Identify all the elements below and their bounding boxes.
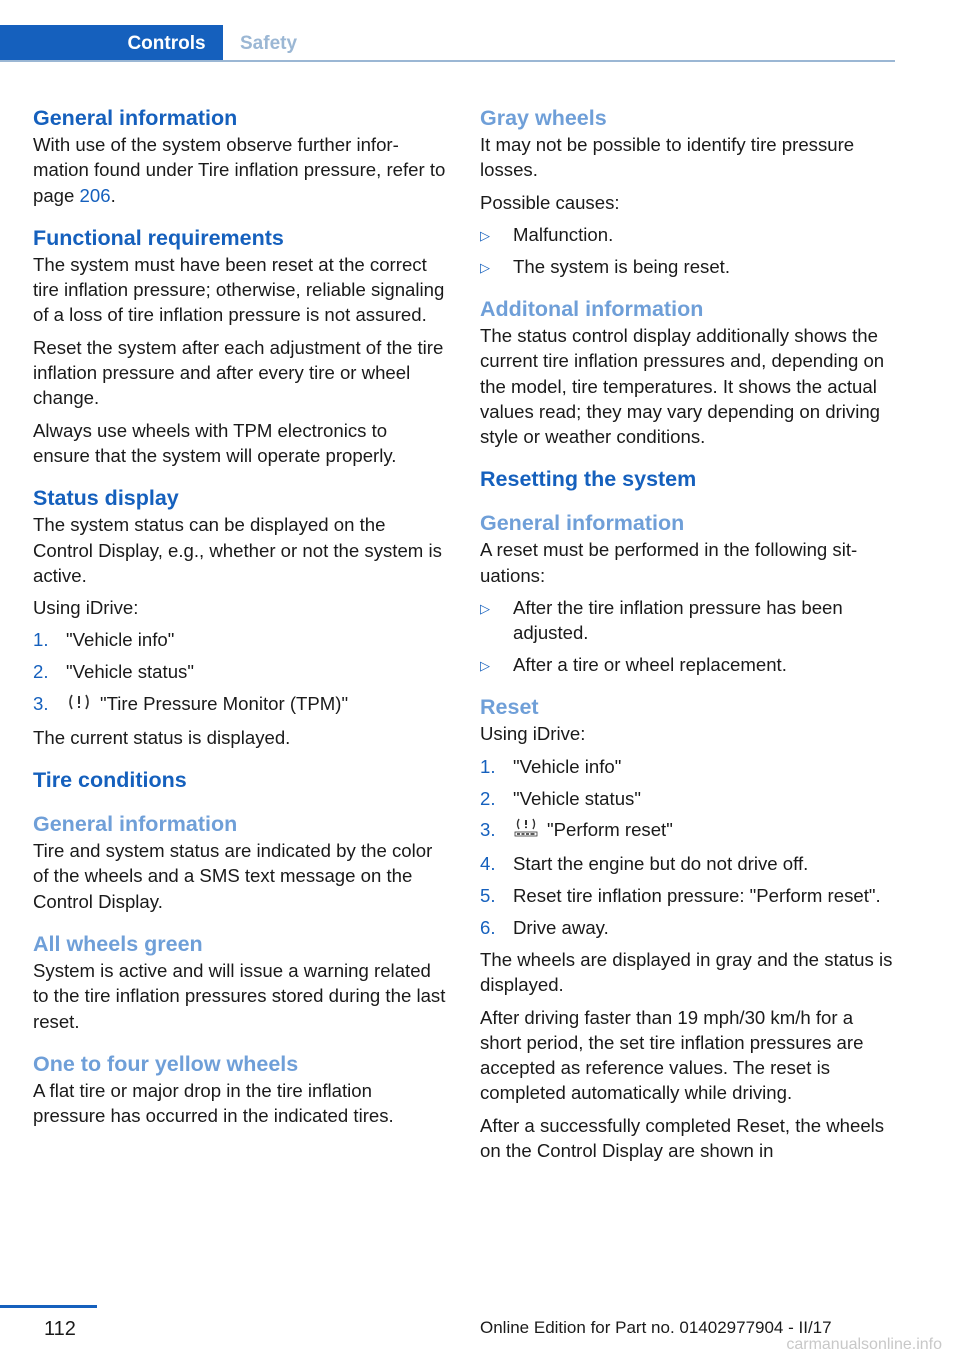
text: . xyxy=(110,184,116,206)
step-number: 2. xyxy=(33,661,49,683)
triangle-right-icon: ▷ xyxy=(480,601,490,617)
step-text: "Perform reset" xyxy=(547,819,673,841)
item-text: Malfunction. xyxy=(513,223,614,245)
step-text: "Vehicle status" xyxy=(66,661,194,683)
list-item xyxy=(480,595,895,646)
paragraph: The current status is displayed. xyxy=(33,726,291,748)
idrive-steps-status xyxy=(33,627,448,717)
list-item xyxy=(480,915,895,940)
heading-functional-requirements: Functional requirements xyxy=(33,225,284,250)
paragraph: The status control display additionally shows the current tire inflation pressures and, depending on the model, tire temperatures. It shows the actual values read; they may vary depending on driving style or weather conditions. xyxy=(480,324,885,448)
tire-pressure-reset-icon xyxy=(513,818,539,844)
list-item xyxy=(480,222,895,247)
heading-general-information: General information xyxy=(33,106,238,130)
step-text: Reset tire inflation pressure: "Perform reset". xyxy=(513,884,881,906)
paragraph: A reset must be performed in the following situations: xyxy=(480,539,858,586)
list-item xyxy=(480,652,895,677)
step-number: 4. xyxy=(480,853,496,875)
step-number: 3. xyxy=(33,693,49,715)
step-number: 3. xyxy=(480,819,496,841)
subheading-all-wheels-green: All wheels green xyxy=(33,931,203,956)
heading-status-display: Status display xyxy=(33,486,179,511)
paragraph: The system status can be displayed on the Control Display, e.g., whether or not the system is active. xyxy=(33,514,442,586)
step-text: Start the engine but do not drive off. xyxy=(513,853,809,875)
footer-rule xyxy=(0,1305,97,1308)
triangle-right-icon: ▷ xyxy=(480,259,490,275)
step-number: 6. xyxy=(480,916,496,938)
step-text: Drive away. xyxy=(513,916,609,938)
triangle-right-icon: ▷ xyxy=(480,658,490,674)
triangle-right-icon: ▷ xyxy=(480,227,490,243)
header-rule xyxy=(0,60,895,62)
paragraph xyxy=(33,132,448,208)
step-number: 1. xyxy=(33,629,49,651)
possible-causes-list xyxy=(480,222,895,279)
watermark: carmanualsonline.info xyxy=(786,1336,942,1353)
paragraph: Always use wheels with TPM electronics to ensure that the system will operate properly. xyxy=(33,419,397,466)
item-text: The system is being reset. xyxy=(513,255,731,277)
step-text: "Tire Pressure Monitor (TPM)" xyxy=(100,693,349,715)
subheading-additional-information: Additonal information xyxy=(480,296,704,321)
paragraph: After driving faster than 19 mph/30 km/h for a short period, the set tire inflation pressures are accepted as reference values. The reset is completed automatically while driving. xyxy=(480,1006,864,1104)
step-text: "Vehicle status" xyxy=(513,787,641,809)
heading-tire-conditions: Tire conditions xyxy=(33,768,187,793)
step-number: 1. xyxy=(480,755,496,777)
paragraph: Possible causes: xyxy=(480,191,620,213)
tire-pressure-warning-icon xyxy=(66,692,92,717)
idrive-steps-reset xyxy=(480,754,895,940)
paragraph: System is active and will issue a warning related to the tire inflation pressures stored during the last reset. xyxy=(33,959,446,1032)
list-item xyxy=(33,691,448,718)
list-item xyxy=(480,817,895,844)
left-column xyxy=(33,100,448,1135)
reset-situations-list xyxy=(480,595,895,677)
step-number: 2. xyxy=(480,787,496,809)
page-number: 112 xyxy=(44,1318,76,1340)
text: With use of the system observe further information found under Tire inflation pressure, refer to page xyxy=(33,134,446,206)
list-item xyxy=(480,254,895,279)
subheading-reset: Reset xyxy=(480,695,539,720)
step-text: "Vehicle info" xyxy=(513,755,622,777)
list-item xyxy=(480,754,895,779)
paragraph: Tire and system status are indicated by the color of the wheels and a SMS text message on the Control Display. xyxy=(33,840,433,912)
paragraph: A flat tire or major drop in the tire inflation pressure has occurred in the indicated tires. xyxy=(33,1079,394,1127)
subheading-yellow-wheels: One to four yellow wheels xyxy=(33,1051,299,1076)
paragraph: After a successfully completed Reset, the wheels on the Control Display are shown in xyxy=(480,1114,885,1162)
paragraph: Reset the system after each adjustment of the tire inflation pressure and after every tire or wheel change. xyxy=(33,336,444,409)
page-reference-link[interactable]: 206 xyxy=(79,184,111,206)
paragraph: Using iDrive: xyxy=(33,597,139,619)
paragraph: The system must have been reset at the correct tire inflation pressure; otherwise, reliable signaling of a loss of tire inflation pressure is not assured. xyxy=(33,253,445,326)
tab-safety[interactable]: Safety xyxy=(240,32,298,54)
step-number: 5. xyxy=(480,884,496,906)
tab-controls[interactable]: Controls xyxy=(0,25,223,62)
edition-info: Online Edition for Part no. 01402977904 - II/17 xyxy=(480,1318,832,1337)
paragraph: Using iDrive: xyxy=(480,723,586,745)
item-text: After a tire or wheel replacement. xyxy=(513,654,787,676)
heading-resetting-the-system: Resetting the system xyxy=(480,467,697,492)
paragraph: It may not be possible to identify tire pressure losses. xyxy=(480,134,855,181)
list-item xyxy=(480,851,895,876)
list-item xyxy=(480,786,895,811)
paragraph: The wheels are displayed in gray and the status is displayed. xyxy=(480,948,893,996)
item-text: After the tire inflation pressure has been adjusted. xyxy=(513,597,843,644)
section-tabs xyxy=(0,25,895,62)
right-column xyxy=(480,100,895,1170)
list-item xyxy=(33,627,448,652)
list-item xyxy=(480,883,895,908)
step-text: "Vehicle info" xyxy=(66,629,175,651)
subheading-gray-wheels: Gray wheels xyxy=(480,106,607,130)
subheading-general-information: General information xyxy=(33,812,238,837)
subheading-general-information: General information xyxy=(480,511,685,536)
list-item xyxy=(33,659,448,684)
